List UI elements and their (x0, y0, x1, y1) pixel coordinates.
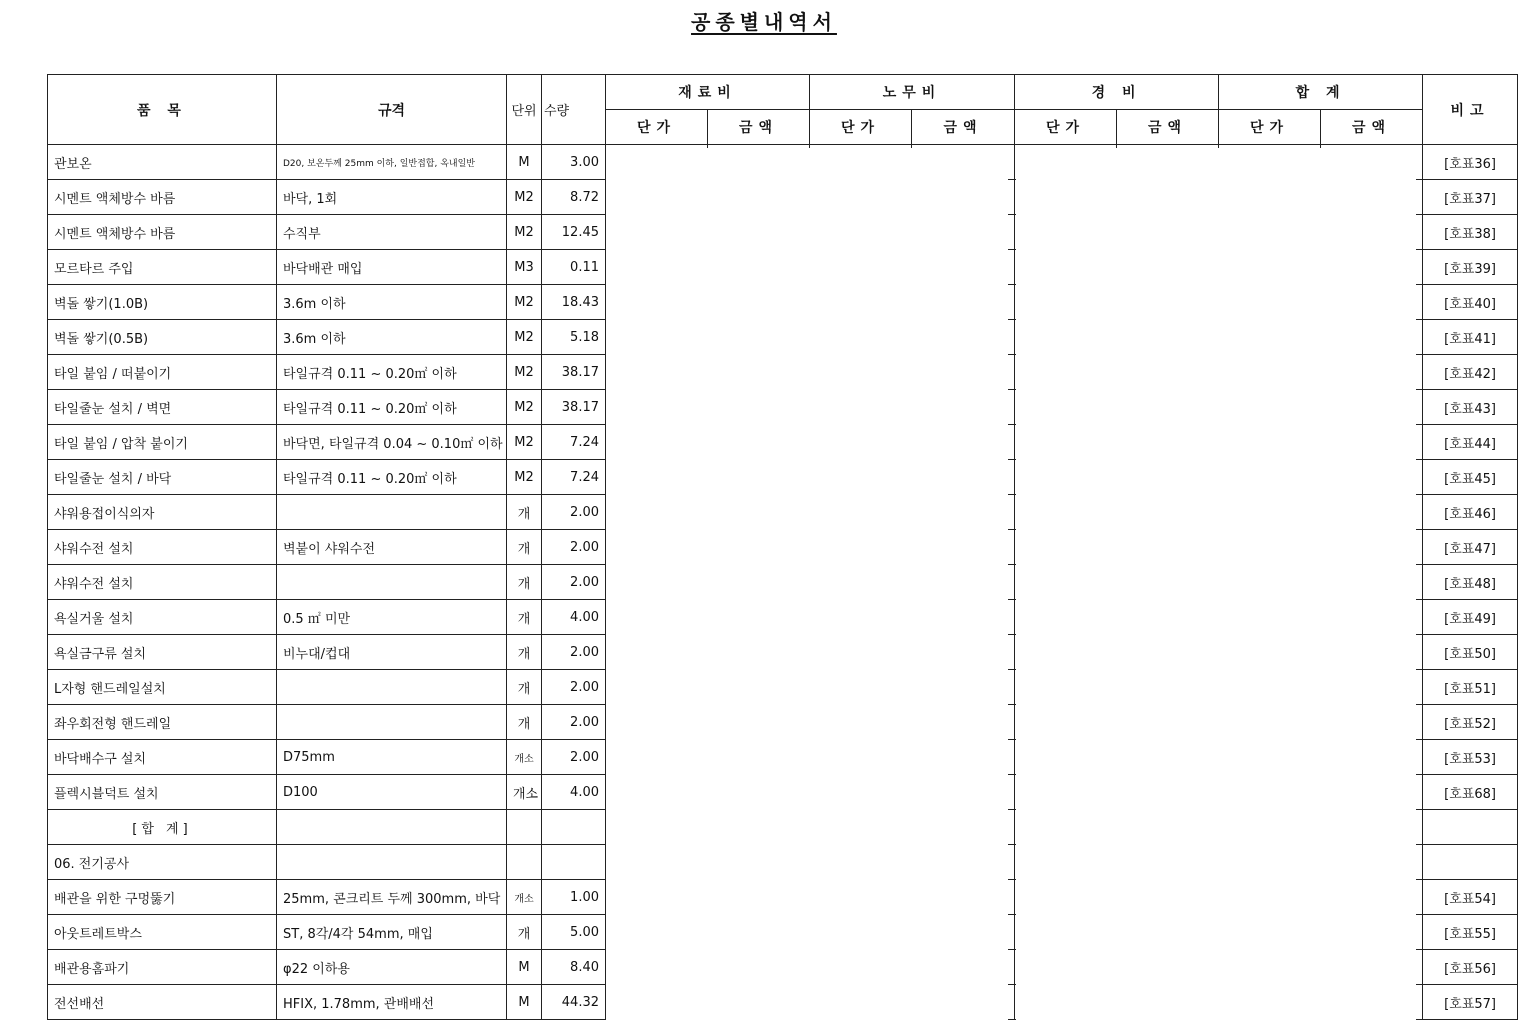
note-cell: [호표44] (1423, 425, 1518, 460)
item-cell: L자형 핸드레일설치 (48, 670, 277, 705)
qty-cell (542, 810, 606, 845)
qty-cell: 4.00 (542, 600, 606, 635)
header-material: 재료비 (606, 75, 810, 110)
masked-cost-area-right (1016, 148, 1416, 1022)
note-cell: [호표40] (1423, 285, 1518, 320)
spec-cell (277, 670, 507, 705)
note-cell: [호표45] (1423, 460, 1518, 495)
document-title-text: 공종별내역서 (691, 10, 837, 34)
item-cell: 시멘트 액체방수 바름 (48, 180, 277, 215)
qty-cell: 12.45 (542, 215, 606, 250)
note-cell (1423, 845, 1518, 880)
qty-cell: 2.00 (542, 635, 606, 670)
header-qty: 수량 (542, 75, 606, 145)
item-cell: 플렉시블덕트 설치 (48, 775, 277, 810)
item-cell: 좌우회전형 핸드레일 (48, 705, 277, 740)
item-cell: 샤워수전 설치 (48, 565, 277, 600)
note-cell: [호표48] (1423, 565, 1518, 600)
qty-cell: 5.00 (542, 915, 606, 950)
note-cell: [호표57] (1423, 985, 1518, 1020)
spec-cell (277, 565, 507, 600)
item-cell: 욕실거울 설치 (48, 600, 277, 635)
spec-cell: 바닥배관 매입 (277, 250, 507, 285)
spec-cell: 타일규격 0.11 ~ 0.20㎡ 이하 (277, 460, 507, 495)
unit-cell: 개소 (507, 775, 542, 810)
spec-cell: 3.6m 이하 (277, 320, 507, 355)
item-cell: 타일 붙임 / 떠붙이기 (48, 355, 277, 390)
item-cell: 06. 전기공사 (48, 845, 277, 880)
header-note: 비고 (1423, 75, 1518, 145)
spec-cell: 타일규격 0.11 ~ 0.20㎡ 이하 (277, 390, 507, 425)
header-expense-unit-price: 단가 (1015, 110, 1117, 145)
qty-cell: 4.00 (542, 775, 606, 810)
spec-cell: HFIX, 1.78mm, 관배배선 (277, 985, 507, 1020)
item-cell: 벽돌 쌓기(0.5B) (48, 320, 277, 355)
unit-cell: 개 (507, 600, 542, 635)
unit-cell: M (507, 985, 542, 1020)
header-labor: 노무비 (810, 75, 1015, 110)
note-cell: [호표37] (1423, 180, 1518, 215)
header-material-amount: 금액 (708, 110, 810, 145)
unit-cell: 개소 (507, 740, 542, 775)
header-expense-amount: 금액 (1117, 110, 1219, 145)
unit-cell: M3 (507, 250, 542, 285)
item-cell: 샤워용접이식의자 (48, 495, 277, 530)
note-cell: [호표50] (1423, 635, 1518, 670)
unit-cell: 개 (507, 565, 542, 600)
unit-cell: M (507, 145, 542, 180)
qty-cell: 38.17 (542, 390, 606, 425)
item-cell: 시멘트 액체방수 바름 (48, 215, 277, 250)
qty-cell (542, 845, 606, 880)
unit-cell: M (507, 950, 542, 985)
note-cell: [호표53] (1423, 740, 1518, 775)
spec-cell: 25mm, 콘크리트 두께 300mm, 바닥 (277, 880, 507, 915)
item-cell: 샤워수전 설치 (48, 530, 277, 565)
note-cell: [호표56] (1423, 950, 1518, 985)
spec-cell: 3.6m 이하 (277, 285, 507, 320)
header-row-1 (48, 75, 1518, 110)
unit-cell: 개 (507, 705, 542, 740)
unit-cell: 개소 (507, 880, 542, 915)
spec-cell: 바닥면, 타일규격 0.04 ~ 0.10㎡ 이하 (277, 425, 507, 460)
note-cell: [호표55] (1423, 915, 1518, 950)
item-cell: 욕실금구류 설치 (48, 635, 277, 670)
note-cell: [호표39] (1423, 250, 1518, 285)
qty-cell: 2.00 (542, 530, 606, 565)
unit-cell: 개 (507, 670, 542, 705)
note-cell: [호표42] (1423, 355, 1518, 390)
item-cell: 아웃트레트박스 (48, 915, 277, 950)
spec-cell: D20, 보온두께 25mm 이하, 일반접합, 옥내일반 (277, 145, 507, 180)
unit-cell: 개 (507, 495, 542, 530)
item-cell: 타일줄눈 설치 / 바닥 (48, 460, 277, 495)
item-cell: [합 계] (48, 810, 277, 845)
qty-cell: 8.72 (542, 180, 606, 215)
spec-cell: 0.5 ㎡ 미만 (277, 600, 507, 635)
note-cell: [호표47] (1423, 530, 1518, 565)
item-cell: 타일줄눈 설치 / 벽면 (48, 390, 277, 425)
note-cell: [호표43] (1423, 390, 1518, 425)
note-cell: [호표38] (1423, 215, 1518, 250)
unit-cell: M2 (507, 355, 542, 390)
qty-cell: 38.17 (542, 355, 606, 390)
item-cell: 바닥배수구 설치 (48, 740, 277, 775)
unit-cell (507, 845, 542, 880)
header-expense: 경 비 (1015, 75, 1219, 110)
note-cell: [호표46] (1423, 495, 1518, 530)
qty-cell: 2.00 (542, 495, 606, 530)
unit-cell: 개 (507, 635, 542, 670)
unit-cell: M2 (507, 320, 542, 355)
qty-cell: 3.00 (542, 145, 606, 180)
unit-cell: M2 (507, 285, 542, 320)
header-labor-amount: 금액 (912, 110, 1015, 145)
qty-cell: 5.18 (542, 320, 606, 355)
header-unit: 단위 (507, 75, 542, 145)
qty-cell: 1.00 (542, 880, 606, 915)
header-total: 합 계 (1219, 75, 1423, 110)
spec-cell: 바닥, 1회 (277, 180, 507, 215)
item-cell: 관보온 (48, 145, 277, 180)
masked-cost-area-left (606, 148, 1008, 1022)
note-cell: [호표52] (1423, 705, 1518, 740)
item-cell: 배관을 위한 구멍뚫기 (48, 880, 277, 915)
note-cell: [호표54] (1423, 880, 1518, 915)
header-total-amount: 금액 (1321, 110, 1423, 145)
qty-cell: 2.00 (542, 705, 606, 740)
header-labor-unit-price: 단가 (810, 110, 912, 145)
spec-cell: ST, 8각/4각 54mm, 매입 (277, 915, 507, 950)
unit-cell: M2 (507, 180, 542, 215)
note-cell: [호표36] (1423, 145, 1518, 180)
qty-cell: 7.24 (542, 425, 606, 460)
spec-cell (277, 810, 507, 845)
spec-cell (277, 705, 507, 740)
unit-cell: M2 (507, 460, 542, 495)
qty-cell: 18.43 (542, 285, 606, 320)
note-cell: [호표51] (1423, 670, 1518, 705)
item-cell: 타일 붙임 / 압착 붙이기 (48, 425, 277, 460)
unit-cell: M2 (507, 425, 542, 460)
document-title (0, 6, 1528, 35)
qty-cell: 2.00 (542, 670, 606, 705)
unit-cell: M2 (507, 215, 542, 250)
qty-cell: 44.32 (542, 985, 606, 1020)
unit-cell: M2 (507, 390, 542, 425)
header-spec: 규격 (277, 75, 507, 145)
spec-cell (277, 845, 507, 880)
item-cell: 모르타르 주입 (48, 250, 277, 285)
unit-cell: 개 (507, 915, 542, 950)
item-cell: 벽돌 쌓기(1.0B) (48, 285, 277, 320)
spec-cell: 수직부 (277, 215, 507, 250)
note-cell: [호표68] (1423, 775, 1518, 810)
spec-cell: D100 (277, 775, 507, 810)
note-cell: [호표49] (1423, 600, 1518, 635)
spec-cell: D75mm (277, 740, 507, 775)
item-cell: 배관용홈파기 (48, 950, 277, 985)
header-material-unit-price: 단가 (606, 110, 708, 145)
item-cell: 전선배선 (48, 985, 277, 1020)
unit-cell: 개 (507, 530, 542, 565)
spec-cell (277, 495, 507, 530)
qty-cell: 2.00 (542, 740, 606, 775)
qty-cell: 2.00 (542, 565, 606, 600)
spec-cell: 타일규격 0.11 ~ 0.20㎡ 이하 (277, 355, 507, 390)
spec-cell: φ22 이하용 (277, 950, 507, 985)
note-cell (1423, 810, 1518, 845)
header-total-unit-price: 단가 (1219, 110, 1321, 145)
header-item: 품 목 (48, 75, 277, 145)
note-cell: [호표41] (1423, 320, 1518, 355)
qty-cell: 0.11 (542, 250, 606, 285)
qty-cell: 8.40 (542, 950, 606, 985)
unit-cell (507, 810, 542, 845)
spec-cell: 벽붙이 샤워수전 (277, 530, 507, 565)
spec-cell: 비누대/컵대 (277, 635, 507, 670)
qty-cell: 7.24 (542, 460, 606, 495)
